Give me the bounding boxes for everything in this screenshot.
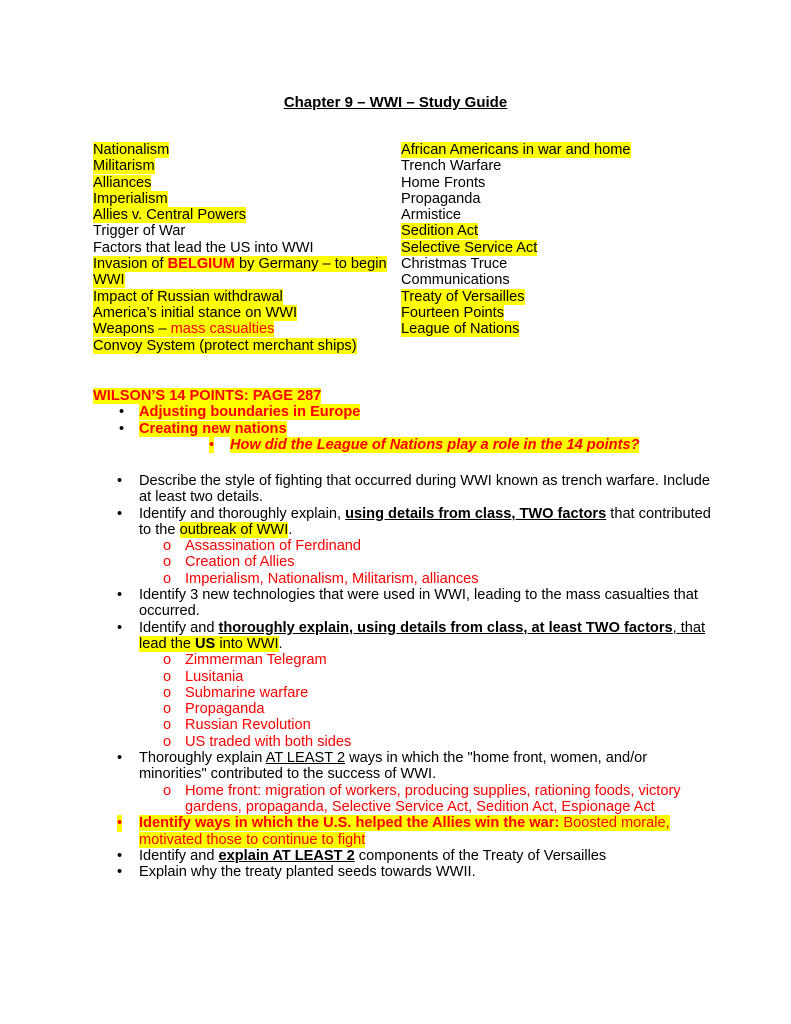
question-text: at least two details. [139,489,264,506]
term-fourteen-points: Fourteen Points [401,304,505,321]
term-belgium: BELGIUM [167,256,235,273]
question-text: Thoroughly explain [139,750,266,767]
question-text: Identify and [139,619,219,636]
answer-text: US traded with both sides [185,733,352,750]
question-highlight: US [195,635,216,652]
term-selective-service: Selective Service Act [401,239,538,256]
answer-text: Propaganda [185,701,265,718]
term-imperialism: Imperialism [93,190,168,207]
bullet-icon: • [117,473,123,489]
question-emphasis: AT LEAST 2 [265,750,346,767]
answer-text: Home front: migration of workers, producing supplies, rationing foods, victory [185,782,681,799]
term-alliances: Alliances [93,174,152,191]
question-text: to the [139,521,180,538]
page-title: Chapter 9 – WWI – Study Guide [283,94,508,111]
answer-item [93,538,713,554]
term-weapons-label: Weapons – [93,321,171,338]
question-text: Identify 3 new technologies that were used in WWI, leading to the mass casualties that [139,587,698,604]
sub-bullet-icon: o [163,717,172,734]
question-text: Describe the style of fighting that occurred during WWI known as trench warfare. Include [139,473,711,489]
term-invasion-part: Invasion of [93,256,168,273]
bullet-icon: • [117,505,123,522]
question-emphasis: explain AT LEAST 2 [218,847,355,864]
question-text: . [288,521,293,538]
term-trench-warfare: Trench Warfare [401,158,502,175]
question-highlight: lead the [139,635,195,652]
question-text: Identify and thoroughly explain, [139,505,346,522]
sub-bullet-icon: o [163,554,172,571]
bullet-icon: • [117,815,123,832]
sub-bullet-icon: o [163,684,172,701]
term-trigger: Trigger of War [93,223,186,240]
questions-list [93,473,713,880]
bullet-icon: • [119,420,125,437]
answer-item [93,701,713,717]
term-league-nations: League of Nations [401,321,520,338]
question-emphasis: thoroughly explain, using details from class, at least TWO factors [218,619,673,636]
wilson-question-league: How did the League of Nations play a role in the 14 points? [230,436,640,453]
terms-right-column [401,142,661,338]
term-african-americans: African Americans in war and home [401,142,631,158]
sub-bullet-icon: o [163,570,172,587]
answer-text: Lusitania [185,668,244,685]
term-convoy: Convoy System (protect merchant ships) [93,337,357,354]
term-treaty-versailles: Treaty of Versailles [401,288,525,305]
bullet-icon: • [209,436,215,453]
sub-bullet-icon: o [163,538,172,555]
wilson-heading: WILSON’S 14 POINTS: PAGE 287 [93,388,322,404]
question-technologies [93,587,713,620]
term-america-stance: America’s initial stance on WWI [93,304,298,321]
term-militarism: Militarism [93,158,155,175]
question-trench [93,473,713,506]
answer-text: Russian Revolution [185,717,311,734]
answer-item [93,685,713,701]
sub-bullet-icon: o [163,701,172,718]
term-invasion-wwi: WWI [93,272,125,289]
question-text: . [278,635,283,652]
question-text: Identify and [139,847,219,864]
bullet-icon: • [117,619,123,636]
question-outbreak [93,506,713,539]
term-armistice: Armistice [401,207,461,224]
term-russian-withdrawal: Impact of Russian withdrawal [93,288,283,305]
term-sedition-act: Sedition Act [401,223,479,240]
sub-bullet-icon: o [163,782,172,799]
question-text: Explain why the treaty planted seeds towards WWII. [139,864,476,881]
term-christmas-truce: Christmas Truce [401,256,508,273]
sub-bullet-icon: o [163,652,172,669]
bullet-icon: • [117,864,123,881]
answer-text: Submarine warfare [185,684,309,701]
answer-text: Zimmerman Telegram [185,652,327,669]
question-emphasis: using details from class, TWO factors [345,505,607,522]
question-text: components of the Treaty of Versailles [354,847,607,864]
question-text: that contributed [606,505,711,522]
question-text: occurred. [139,603,200,620]
answer-item [93,652,713,668]
answer-item [93,783,713,816]
term-allies-central: Allies v. Central Powers [93,207,247,224]
answer-item [93,717,713,733]
question-us-helped [93,815,713,848]
term-communications: Communications [401,272,510,289]
bullet-icon: • [117,587,123,604]
term-propaganda: Propaganda [401,190,481,207]
term-invasion-part: by Germany – to begin [234,256,387,273]
sub-bullet-icon: o [163,668,172,685]
answer-text: gardens, propaganda, Selective Service Act, Sedition Act, Espionage Act [185,798,655,815]
sub-bullet-icon: o [163,733,172,750]
bullet-icon: • [117,750,123,767]
term-invasion-belgium [93,256,387,272]
term-nationalism: Nationalism [93,142,170,158]
answer-item [93,554,713,570]
answer-item [93,669,713,685]
term-weapons [93,321,274,337]
question-home-front [93,750,713,783]
question-text: , that [672,619,706,636]
question-highlight: into WWI [215,635,279,652]
answer-item [93,734,713,750]
question-us-entry [93,620,713,653]
term-home-fronts: Home Fronts [401,174,486,191]
question-text: ways in which the "home front, women, and/or [345,750,648,767]
answer-text: Imperialism, Nationalism, Militarism, alliances [185,570,479,587]
wilson-section [93,388,713,453]
bullet-icon: • [119,404,125,421]
term-factors-us: Factors that lead the US into WWI [93,239,314,256]
question-treaty-seeds [93,864,713,880]
question-text: minorities" contributed to the success of WWI. [139,766,437,783]
terms-left-column [93,142,393,354]
answer-text: Creation of Allies [185,554,295,571]
question-treaty-components [93,848,713,864]
answer-text: motivated those to continue to fight [139,831,366,848]
answer-text: Boosted morale, [559,815,670,832]
wilson-point-boundaries: Adjusting boundaries in Europe [139,404,361,421]
bullet-icon: • [117,847,123,864]
answer-text: Assassination of Ferdinand [185,538,362,555]
term-mass-casualties: mass casualties [170,321,275,338]
question-highlight: Identify ways in which the U.S. helped the Allies win the war: [139,815,560,832]
answer-item [93,571,713,587]
question-highlight: outbreak of WWI [179,521,289,538]
wilson-point-nations: Creating new nations [139,420,287,437]
